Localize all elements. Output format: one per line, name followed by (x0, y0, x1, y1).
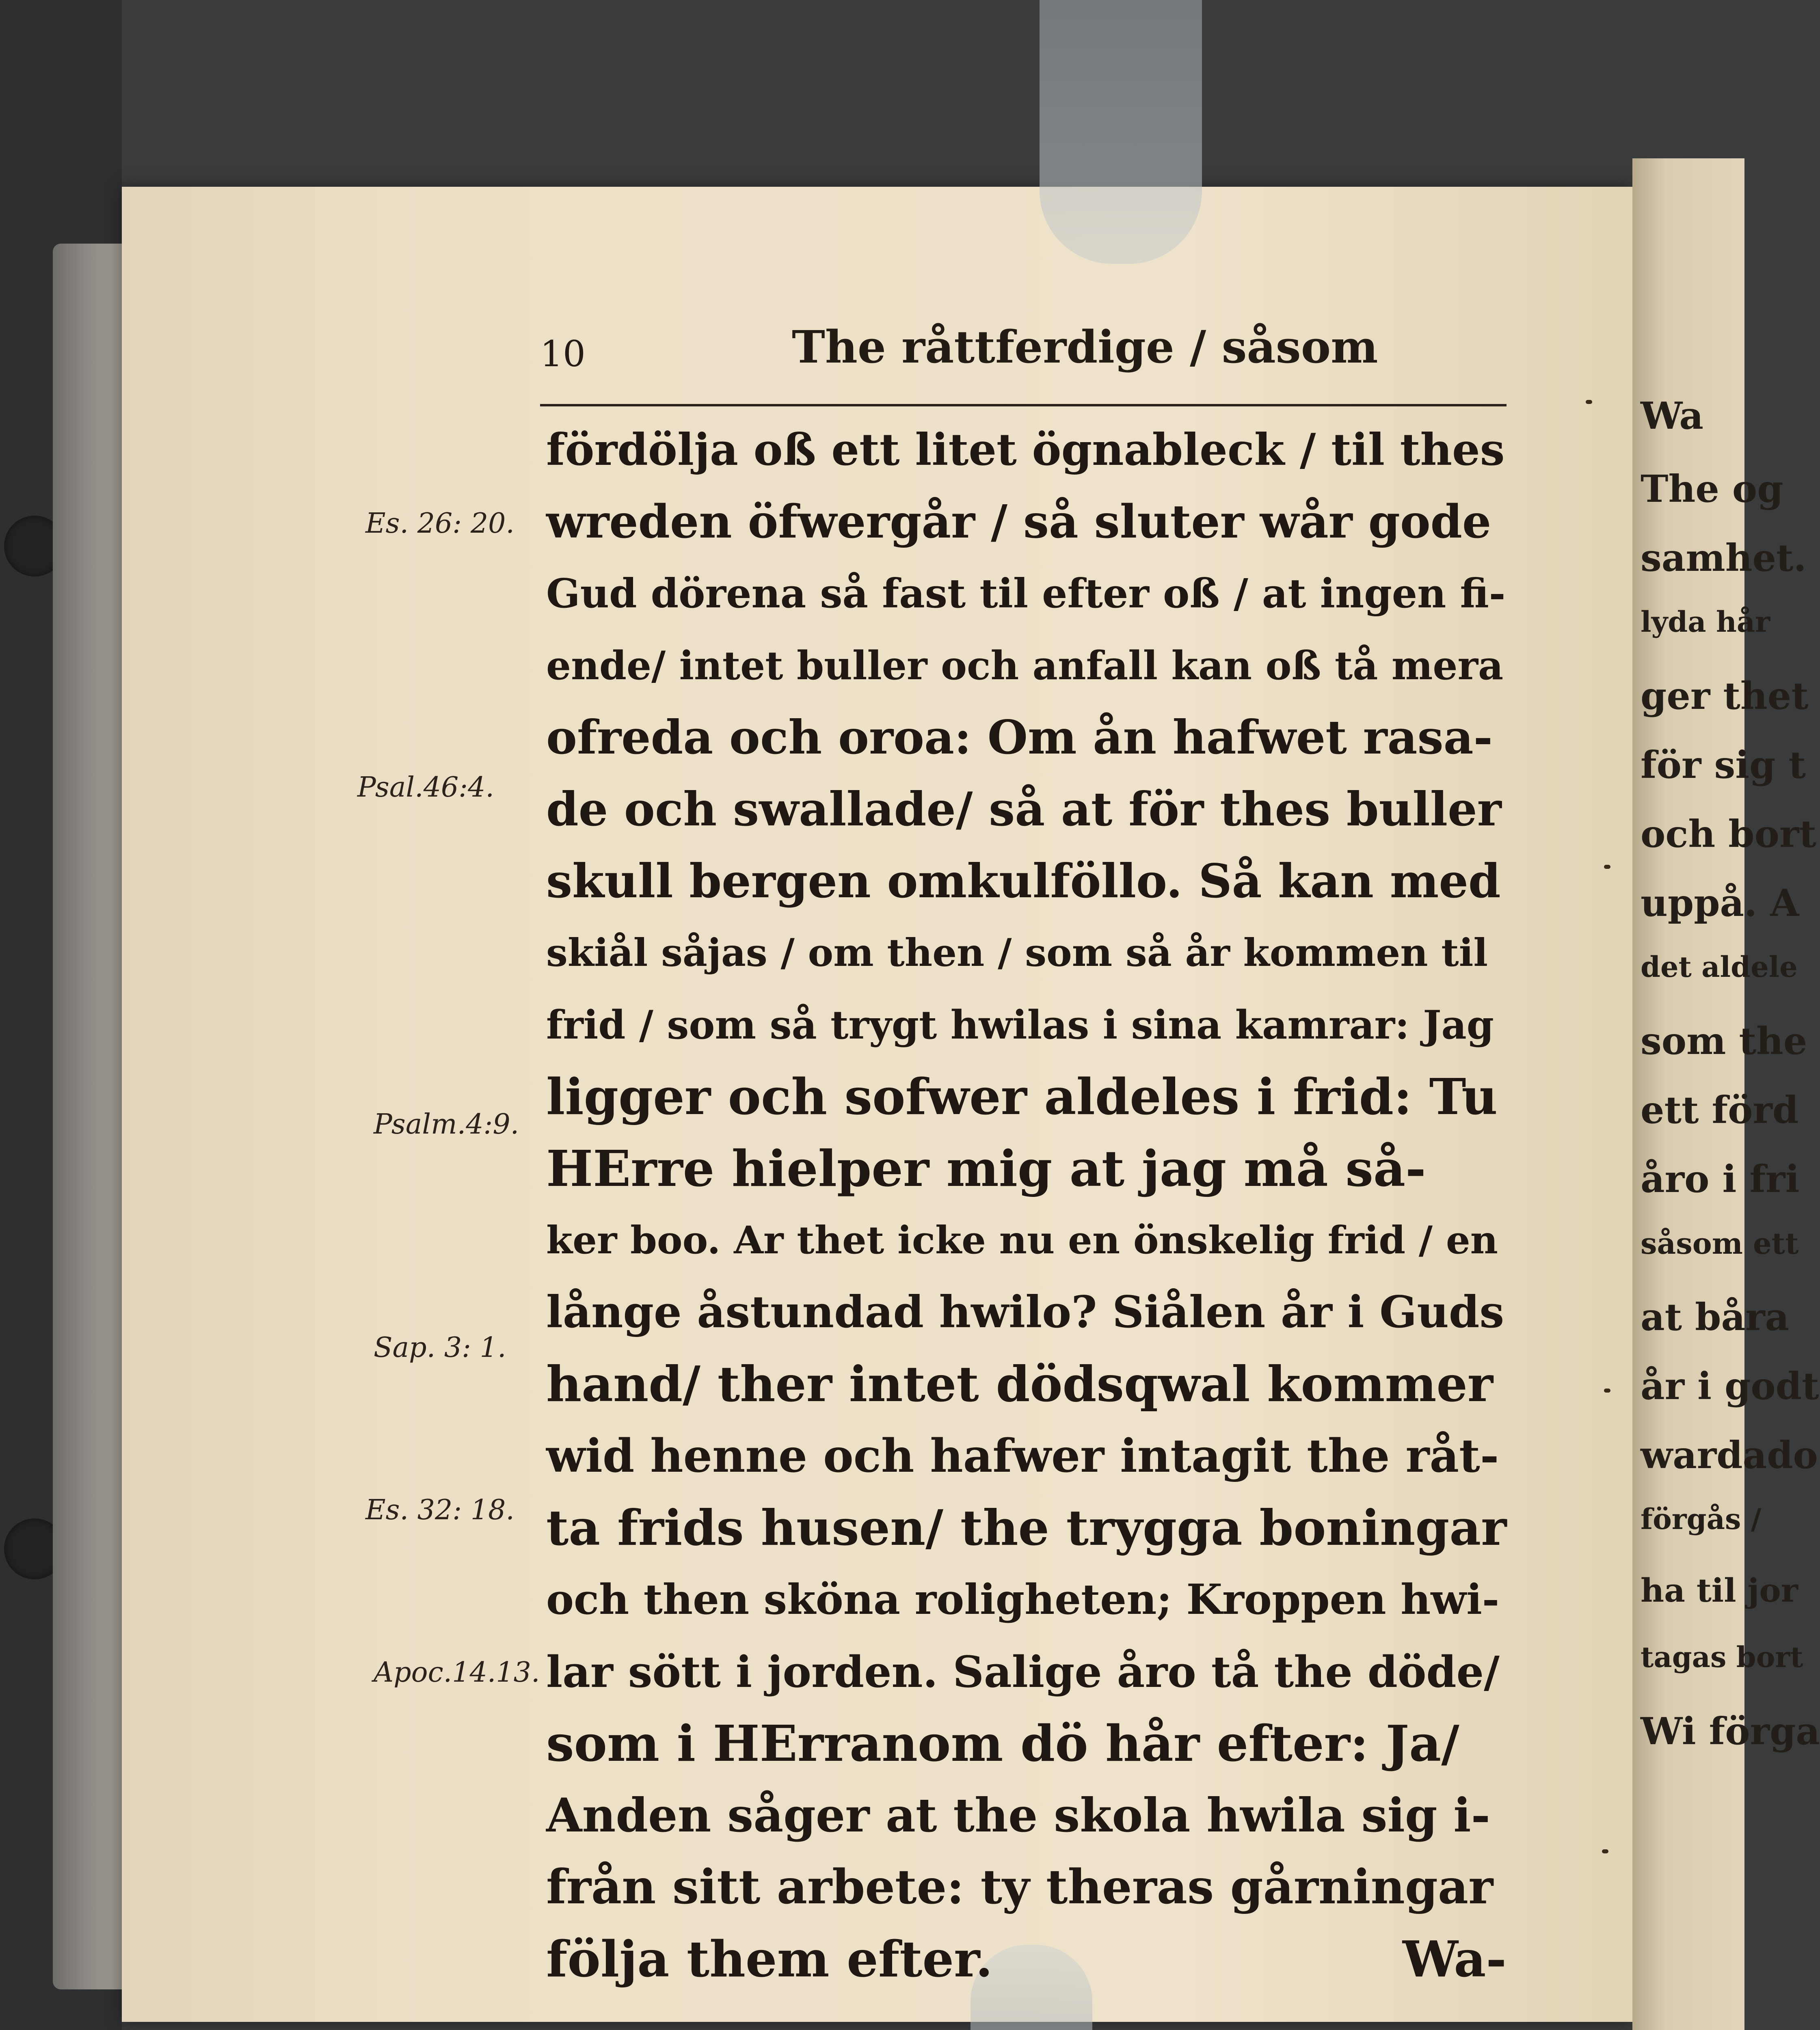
facing-line: tagas bort (1641, 1640, 1803, 1674)
margin-reference: Psal.46:4. (357, 771, 495, 803)
margin-reference: Sap. 3: 1. (374, 1332, 506, 1364)
text-line: lar sött i jorden. Salige åro tå the döde/ (546, 1646, 1500, 1697)
facing-line: Wi förga (1641, 1709, 1820, 1753)
catchword: Wa- (1402, 1930, 1507, 1988)
last-line (546, 1923, 1507, 1995)
body-text (546, 414, 1507, 1995)
facing-line: åro i fri (1641, 1157, 1800, 1201)
text-line: och then sköna roligheten; Kroppen hwi- (546, 1575, 1500, 1624)
margin-reference: Apoc.14.13. (374, 1656, 540, 1689)
running-title: The råttferdige / såsom (792, 321, 1378, 373)
facing-line: ha til jor (1641, 1571, 1798, 1609)
facing-line: uppå. A (1641, 881, 1799, 925)
facing-line: och bort (1641, 812, 1816, 856)
margin-reference: Es. 26: 20. (365, 508, 514, 540)
facing-line: at båra (1641, 1295, 1790, 1339)
text-line: Gud dörena så fast til efter oß / at ingen fi- (546, 570, 1506, 617)
text-line: frid / som så trygt hwilas i sina kamrar: Jag (546, 1002, 1494, 1048)
page-header (540, 321, 1507, 382)
facing-line: för sig t (1641, 743, 1806, 787)
text-line: HErre hielper mig at jag må så- (546, 1139, 1426, 1198)
page-number: 10 (540, 333, 586, 375)
text-line: ker boo. Ar thet icke nu en önskelig frid / en (546, 1218, 1498, 1263)
page-speck (1602, 1849, 1608, 1853)
facing-line: wardado (1641, 1433, 1818, 1477)
text-line: Anden såger at the skola hwila sig i- (546, 1788, 1490, 1842)
margin-reference: Es. 32: 18. (365, 1494, 514, 1526)
facing-line: som the (1641, 1019, 1807, 1063)
text-line: ofreda och oroa: Om ån hafwet rasa- (546, 710, 1493, 764)
header-rule (540, 404, 1507, 406)
facing-line: förgås / (1641, 1502, 1762, 1536)
text-line: fördölja oß ett litet ögnableck / til thes (546, 424, 1505, 475)
text-line: de och swallade/ så at för thes buller (546, 782, 1502, 836)
text-line: följa them efter. (546, 1930, 993, 1988)
text-line: som i HErranom dö hår efter: Ja/ (546, 1714, 1459, 1773)
facing-line: år i godt (1641, 1364, 1819, 1408)
text-line: skull bergen omkulföllo. Så kan med (546, 854, 1501, 908)
facing-line: det aldele (1641, 950, 1798, 984)
text-line: från sitt arbete: ty theras gårningar (546, 1859, 1494, 1915)
text-line: ta frids husen/ the trygga boningar (546, 1499, 1507, 1557)
page-clip-top (1040, 0, 1202, 264)
facing-line: samhet. (1641, 536, 1807, 580)
facing-line: ett förd (1641, 1088, 1799, 1132)
facing-line: ger thet (1641, 674, 1809, 718)
page-speck (1604, 865, 1610, 869)
facing-line: lyda hår (1641, 605, 1770, 639)
margin-reference: Psalm.4:9. (374, 1108, 519, 1140)
text-line: wreden öfwergår / så sluter wår gode (546, 495, 1491, 549)
page-speck (1586, 400, 1592, 404)
facing-line: såsom ett (1641, 1226, 1799, 1261)
facing-line: Wa (1641, 394, 1703, 438)
text-line: ligger och sofwer aldeles i frid: Tu (546, 1067, 1498, 1126)
text-line: långe åstundad hwilo? Siålen år i Guds (546, 1287, 1504, 1338)
text-line: skiål såjas / om then / som så år kommen til (546, 931, 1488, 975)
text-line: hand/ ther intet dödsqwal kommer (546, 1356, 1494, 1413)
text-line: ende/ intet buller och anfall kan oß tå mera (546, 643, 1504, 689)
facing-page (1632, 158, 1820, 2030)
facing-line: The og (1641, 467, 1783, 511)
text-line: wid henne och hafwer intagit the råt- (546, 1430, 1499, 1483)
page-speck (1604, 1389, 1610, 1393)
